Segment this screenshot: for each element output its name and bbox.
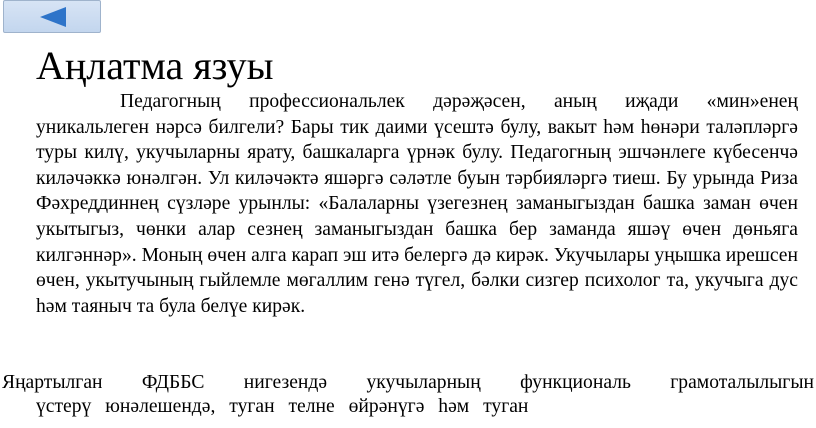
body-paragraph: Педагогның профессиональлек дәрәҗәсен, аның иҗади «мин»енең уникальлеген нәрсә билгели? Бары тик даими үсештә булу, вакыт һәм һөнәри таләпләргә туры килү, укучыларны ярату, башкаларга үрнәк булу. Педагогның эшчәнлеге күбесенчә киләчәккә юнәлгән. Ул киләчәктә яшәргә сәләтле буын тәрбияләргә тиеш. Бу урында Риза Фәхреддиннең сүзләре урынлы: «Балаларны үзегезнең заманыгыздан башка заман өчен укытыгыз, чөнки алар сезнең заманыгыздан башка бер заманда яшәү өчен дөньяга килгәннәр». Моның өчен алга карап эш итә белергә дә кирәк. Укучылары уңышка ирешсен өчен, укытучының гыйлемле мөгаллим генә түгел, бәлки сизгер психолог та, укучыга дус һәм таяныч та була белүе кирәк. bbox=[36, 91, 798, 317]
page-title: Аңлатма язуы bbox=[36, 43, 274, 88]
footer-text-line-2: үстерү юнәлешендә, туган телне өйрәнүгә һәм туган bbox=[36, 396, 529, 417]
footer-text-line-1: Яңартылган ФДББС нигезендә укучыларның функциональ грамоталылыгын bbox=[2, 372, 814, 393]
back-button[interactable] bbox=[3, 0, 101, 33]
triangle-left-icon bbox=[39, 6, 67, 28]
